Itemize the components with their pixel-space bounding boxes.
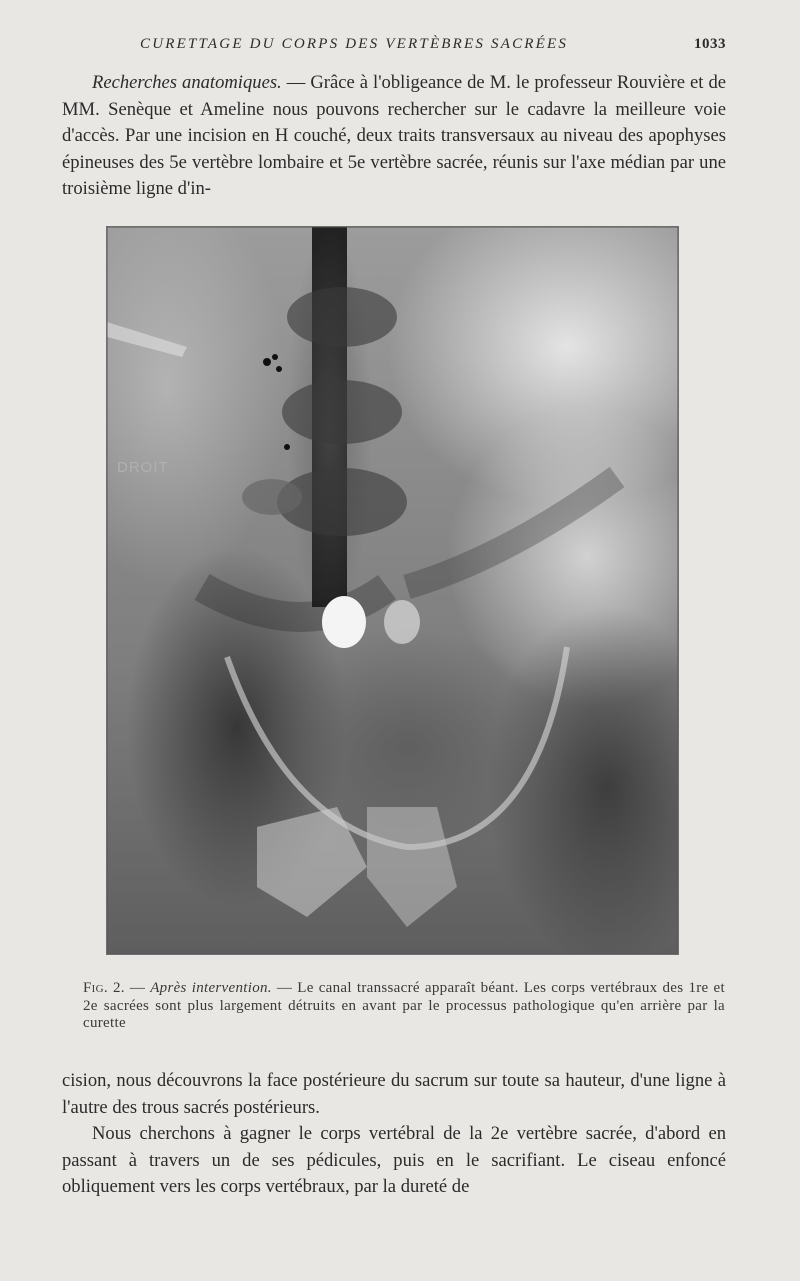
running-header xyxy=(62,36,726,58)
xray-image xyxy=(107,227,678,954)
figure-title: Après intervention. xyxy=(150,980,272,996)
xray-figure xyxy=(107,227,678,954)
figure-label: Fig. 2. xyxy=(83,980,125,996)
paragraph-anatomical-research xyxy=(62,70,726,203)
top-paragraph xyxy=(62,70,726,203)
paragraph-lead: Recherches anatomiques. xyxy=(92,72,282,93)
caption-text: — Le canal transsacré apparaît béant. Les corps vertébraux des 1re et 2e sacrées sont plus largement détruits en avant par le processus pathologique qu'en arrière par la curette xyxy=(83,980,725,1031)
running-title: CURETTAGE DU CORPS DES VERTÈBRES SACRÉES xyxy=(140,36,569,52)
paragraph-text: — Grâce à l'obligeance de M. le professeur Rouvière et de MM. Senèque et Ameline nous pouvons rechercher sur le cadavre la meilleure voie d'accès. Par une incision en H couché, deux traits transversaux au niveau des apophyses épineuses des 5e vertèbre lombaire et 5e vertèbre sacrée, réunis sur l'axe médian par une troisième ligne d'in- xyxy=(62,72,726,199)
figure-caption: Fig. 2. — Après intervention. — Le canal transsacré apparaît béant. Les corps vertébraux des 1re et 2e sacrées sont plus largement détruits en avant par le processus pathologique qu'en arrière par la curette xyxy=(83,980,725,1031)
paragraph-next: Nous cherchons à gagner le corps vertébral de la 2e vertèbre sacrée, d'abord en passant à travers un de ses pédicules, puis en le sacrifiant. Le ciseau enfoncé obliquement vers les corps vertébraux, par la dureté de xyxy=(62,1123,726,1197)
xray-side-label: DROIT xyxy=(117,459,169,476)
bottom-paragraphs xyxy=(62,1068,726,1201)
paragraph-continuation: cision, nous découvrons la face postérieure du sacrum sur toute sa hauteur, d'une ligne à l'autre des trous sacrés postérieurs. xyxy=(62,1070,726,1118)
page-number: 1033 xyxy=(694,36,726,52)
